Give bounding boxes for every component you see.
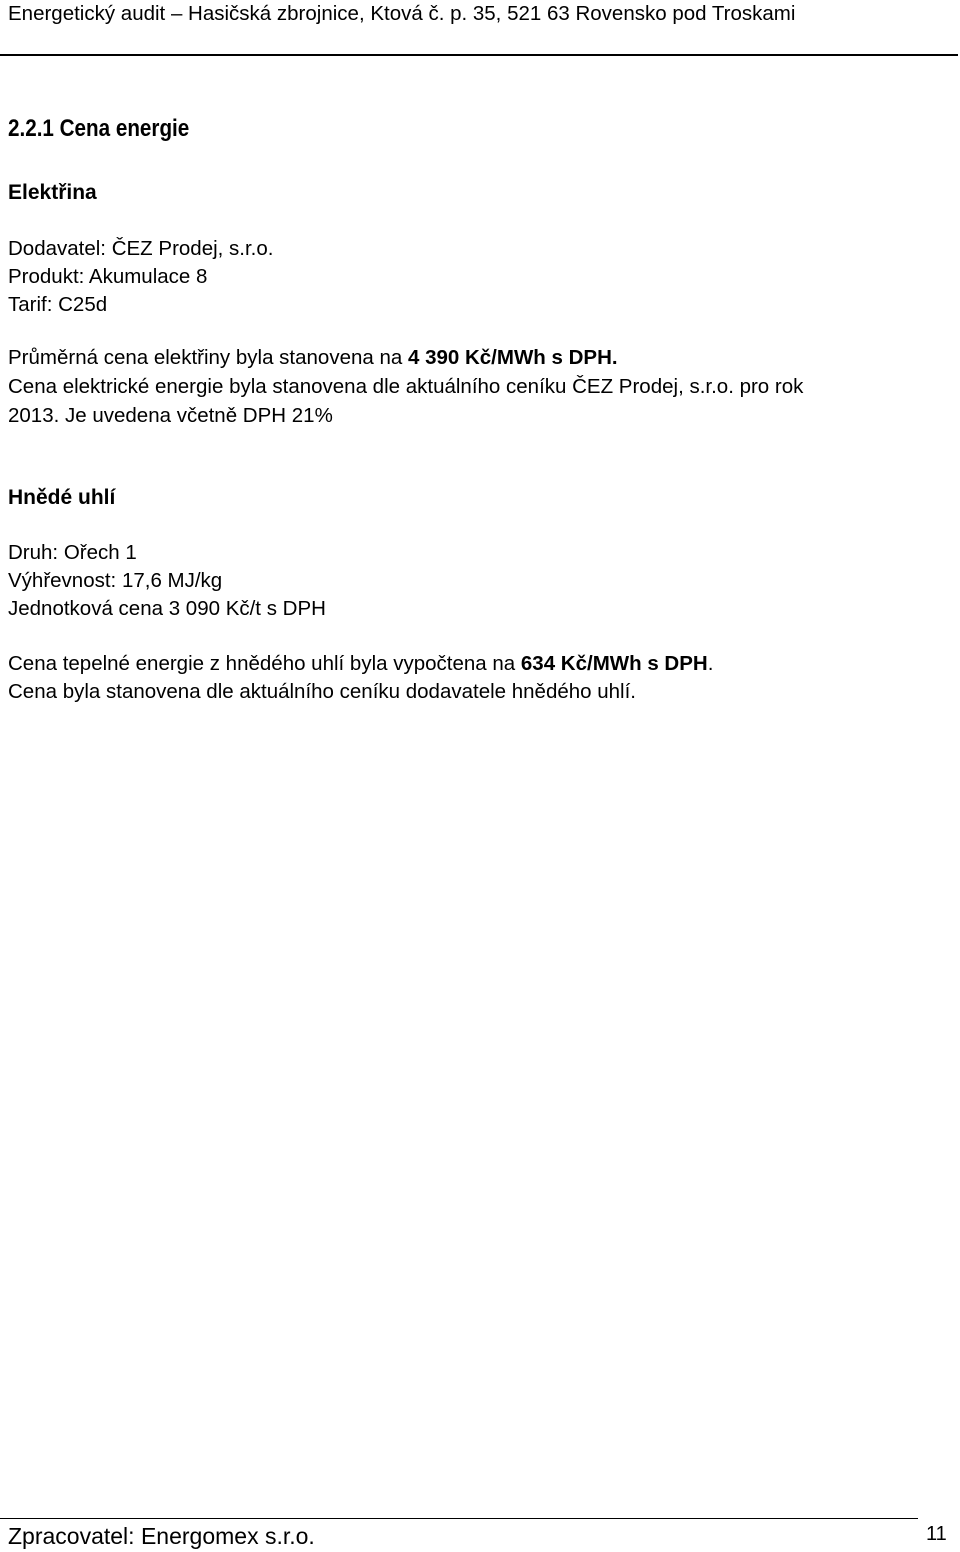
electricity-supplier: Dodavatel: ČEZ Prodej, s.r.o. [8, 237, 274, 260]
electricity-average-price-prefix: Průměrná cena elektřiny byla stanovena na [8, 346, 408, 369]
brown-coal-heat-price-suffix: . [707, 652, 714, 675]
electricity-tariff: Tarif: C25d [8, 293, 108, 316]
brown-coal-heat-price-prefix: Cena tepelné energie z hnědého uhlí byla vypočtena na [8, 652, 521, 675]
brown-coal-heat-price [8, 650, 713, 678]
brown-coal-calorific-value: Výhřevnost: 17,6 MJ/kg [8, 569, 223, 592]
section-heading: 2.2.1 Cena energie [8, 115, 190, 142]
document-header-title: Energetický audit – Hasičská zbrojnice, Ktová č. p. 35, 521 63 Rovensko pod Troskami [8, 2, 796, 25]
footer-divider [0, 1518, 918, 1519]
page-number: 11 [926, 1523, 947, 1545]
footer-author: Zpracovatel: Energomex s.r.o. [8, 1523, 315, 1549]
brown-coal-heading: Hnědé uhlí [8, 486, 116, 509]
electricity-average-price-value: 4 390 Kč/MWh s DPH. [407, 346, 618, 369]
brown-coal-note: Cena byla stanovena dle aktuálního ceníku dodavatele hnědého uhlí. [8, 680, 637, 703]
brown-coal-type: Druh: Ořech 1 [8, 541, 137, 564]
electricity-heading: Elektřina [8, 181, 97, 204]
electricity-product: Produkt: Akumulace 8 [8, 265, 208, 288]
brown-coal-unit-price: Jednotková cena 3 090 Kč/t s DPH [8, 597, 326, 620]
header-divider [0, 54, 958, 56]
electricity-average-price [8, 344, 618, 372]
electricity-note-line-2: 2013. Je uvedena včetně DPH 21% [8, 404, 333, 427]
electricity-note-line-1: Cena elektrické energie byla stanovena dle aktuálního ceníku ČEZ Prodej, s.r.o. pro rok [8, 375, 804, 398]
brown-coal-heat-price-value: 634 Kč/MWh s DPH [520, 652, 708, 675]
